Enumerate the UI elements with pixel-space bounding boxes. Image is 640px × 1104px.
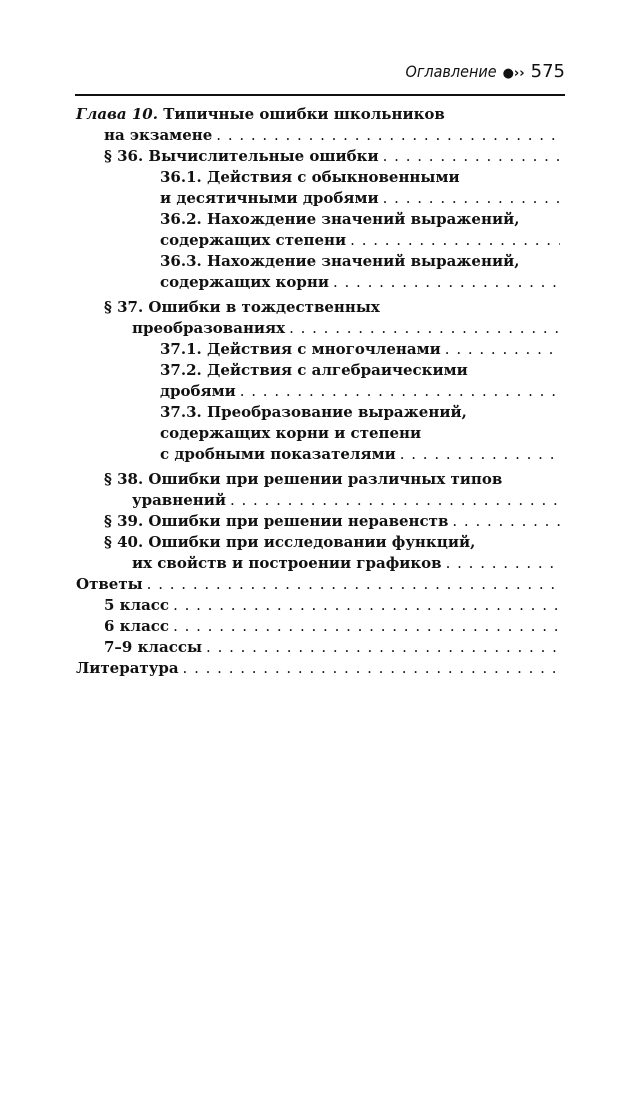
toc-literature-page xyxy=(76,104,640,1104)
toc-s37-line1[interactable]: § 37. Ошибки в тождественных xyxy=(104,298,380,316)
running-head-page-number: 575 xyxy=(530,61,565,82)
toc-chapter10-title: Типичные ошибки школьников xyxy=(163,105,445,123)
toc-s36-2-title-cont: содержащих степени xyxy=(160,231,347,249)
toc-s37-title-cont: преобразованиях xyxy=(132,319,286,337)
table-of-contents xyxy=(76,104,564,679)
toc-s36-title: § 36. Вычислительные ошибки xyxy=(104,147,379,165)
toc-chapter10-title-cont: на экзамене xyxy=(104,126,213,144)
toc-answers-grade7-9-title: 7–9 классы xyxy=(104,638,203,656)
toc-s39-title: § 39. Ошибки при решении неравенств xyxy=(104,512,449,530)
header-rule xyxy=(75,94,565,96)
toc-literature[interactable] xyxy=(76,658,564,679)
toc-chapter10-label: Глава 10. xyxy=(76,105,158,123)
toc-s37-2-title-cont: дробями xyxy=(160,382,236,400)
toc-s37-3-line1[interactable]: 37.3. Преобразование выражений, xyxy=(160,403,467,421)
toc-s40-line1[interactable]: § 40. Ошибки при исследовании функций, xyxy=(104,533,476,551)
toc-s36-3-line1[interactable]: 36.3. Нахождение значений выражений, xyxy=(160,252,520,270)
running-head xyxy=(405,61,565,82)
toc-s37-3-title-cont: с дробными показателями xyxy=(160,445,396,463)
toc-s36-2-line1[interactable]: 36.2. Нахождение значений выражений, xyxy=(160,210,520,228)
toc-s40-title-cont: их свойств и построении графиков xyxy=(132,554,442,572)
toc-s38-line1[interactable]: § 38. Ошибки при решении различных типов xyxy=(104,470,503,488)
toc-s38-title-cont: уравнений xyxy=(132,491,226,509)
toc-s37-1-title: 37.1. Действия с многочленами xyxy=(160,340,441,358)
toc-s37-2-line1[interactable]: 37.2. Действия с алгебраическими xyxy=(160,361,468,379)
toc-answers-grade6-title: 6 класс xyxy=(104,617,170,635)
toc-s36-1-title-cont: и десятичными дробями xyxy=(160,189,379,207)
toc-answers-title: Ответы xyxy=(76,575,143,593)
toc-answers-grade5-title: 5 класс xyxy=(104,596,170,614)
toc-s36-3-title-cont: содержащих корни xyxy=(160,273,329,291)
toc-literature-title: Литература xyxy=(76,659,179,677)
toc-s37-3-line2[interactable]: содержащих корни и степени xyxy=(160,424,422,442)
toc-s36-1-line1[interactable]: 36.1. Действия с обыкновенными xyxy=(160,168,460,186)
running-head-marker: ●›› xyxy=(502,66,525,81)
running-head-title: Оглавление xyxy=(405,62,497,81)
